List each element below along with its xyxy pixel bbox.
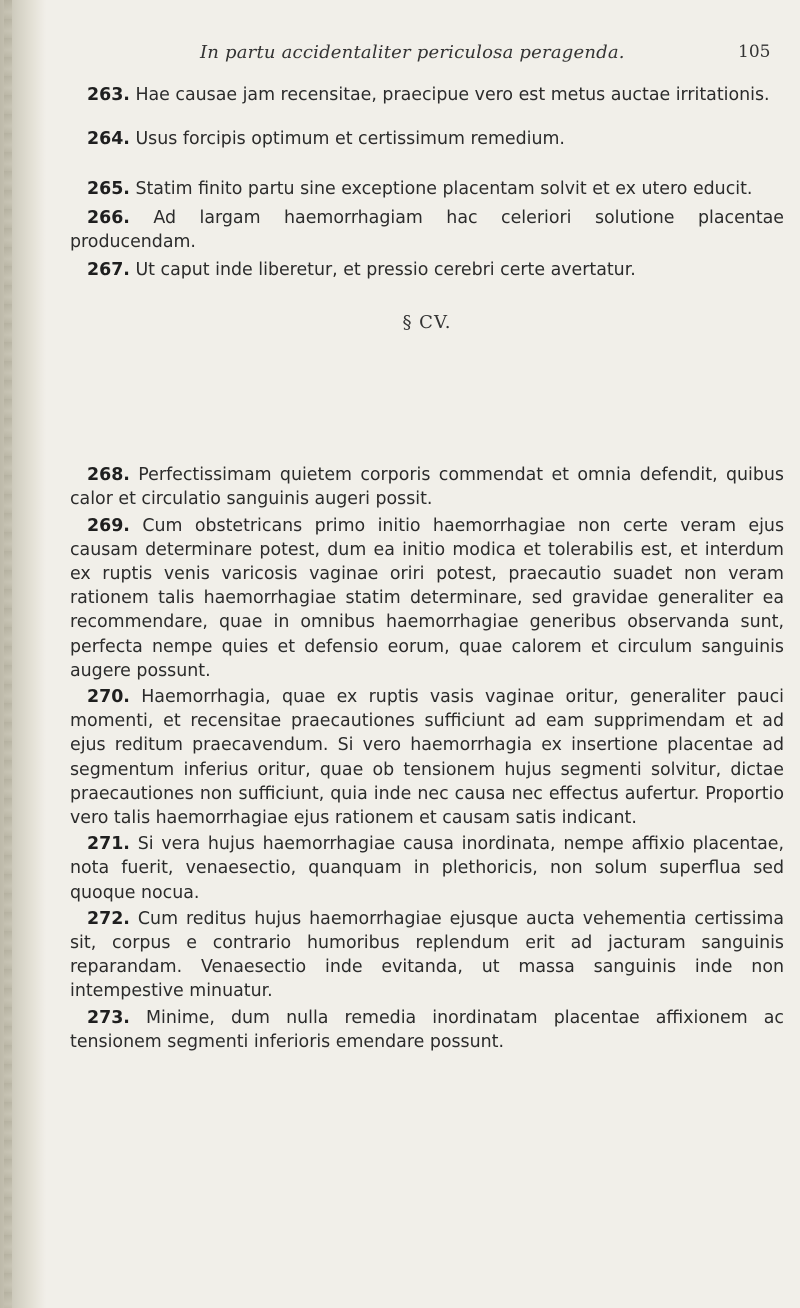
paragraph-text: Perfectissimam quietem corporis commendat et omnia defendit, quibus calor et circulatio sanguinis augeri possit. — [70, 465, 784, 510]
paragraph-number: 271. — [87, 834, 130, 855]
paragraph-number: 272. — [87, 908, 130, 929]
paragraph-266 — [70, 206, 784, 254]
paragraph-text: Haemorrhagia, quae ex ruptis vasis vaginae oritur, generaliter pauci momenti, et recensitae praecautiones sufficiunt ad eam supprimendam et ad ejus reditum praecavendum. Si vero haemorrhagia ex insertione placentae ad segmentum inferius oritur, quae ob tensionem hujus segmenti solvitur, dictae praecautiones non sufficiunt, quia inde nec causa nec effectus aufertur. Proportio vero talis haemorrhagiae ejus rationem et causam satis indicant. — [70, 687, 784, 829]
page-number: 105 — [738, 42, 771, 62]
paragraph-270 — [70, 685, 784, 830]
paragraph-number: 269. — [87, 515, 130, 536]
paragraph-number: 268. — [87, 465, 130, 486]
running-head: In partu accidentaliter periculosa peragenda. — [200, 42, 625, 63]
paragraph-264 — [70, 127, 784, 151]
paragraph-271 — [70, 832, 784, 905]
paragraph-number: 270. — [87, 687, 130, 708]
paragraph-text: Usus forcipis optimum et certissimum remedium. — [135, 129, 565, 150]
paragraph-text: Ad largam haemorrhagiam hac celeriori solutione placentae producendam. — [70, 207, 784, 252]
paragraph-268 — [70, 463, 784, 511]
paragraph-text: Statim finito partu sine exceptione placentam solvit et ex utero educit. — [135, 179, 753, 200]
paragraph-267 — [70, 258, 784, 282]
paragraph-number: 267. — [87, 260, 130, 281]
paragraph-text: Cum reditus hujus haemorrhagiae ejusque aucta vehementia certissima sit, corpus e contrario humoribus replendum erit ad jacturam sanguinis reparandam. Venaesectio inde evitanda, ut massa sanguinis inde non intempestive minuatur. — [70, 908, 784, 1002]
paragraph-265 — [70, 177, 784, 201]
text-block — [70, 83, 784, 1054]
paragraph-text: Ut caput inde liberetur, et pressio cerebri certe avertatur. — [135, 260, 636, 281]
paragraph-269 — [70, 514, 784, 683]
page-binding-edge — [4, 0, 12, 1308]
section-heading: § CV. — [402, 312, 452, 334]
paragraph-272 — [70, 907, 784, 1004]
paragraph-text: Si vera hujus haemorrhagiae causa inordinata, nempe affixio placentae, nota fuerit, venaesectio, quanquam in plethoricis, non solum superflua sed quoque nocua. — [70, 834, 785, 903]
paragraph-number: 263. — [87, 85, 130, 105]
paragraph-number: 265. — [87, 179, 130, 200]
paragraph-number: 264. — [87, 129, 130, 150]
paragraph-273 — [70, 1006, 784, 1054]
paragraph-263 — [70, 83, 784, 107]
paragraph-text: Minime, dum nulla remedia inordinatam placentae affixionem ac tensionem segmenti inferioris emendare possunt. — [70, 1007, 784, 1052]
paragraph-number: 273. — [87, 1007, 130, 1028]
paragraph-text: Cum obstetricans primo initio haemorrhagiae non certe veram ejus causam determinare potest, dum ea initio modica et tolerabilis est, et interdum ex ruptis venis varicosis vaginae oriri potest, praecautio suadet non veram rationem talis haemorrhagiae statim determinare, sed gravidae generaliter ea recommendare, quae in omnibus haemorrhagiae generibus observanda sunt, perfecta nempe quies et defensio eorum, quae calorem et circulum sanguinis augere possunt. — [70, 515, 785, 681]
paragraph-text: Hae causae jam recensitae, praecipue vero est metus auctae irritationis. — [135, 85, 770, 105]
paragraph-number: 266. — [87, 207, 130, 228]
